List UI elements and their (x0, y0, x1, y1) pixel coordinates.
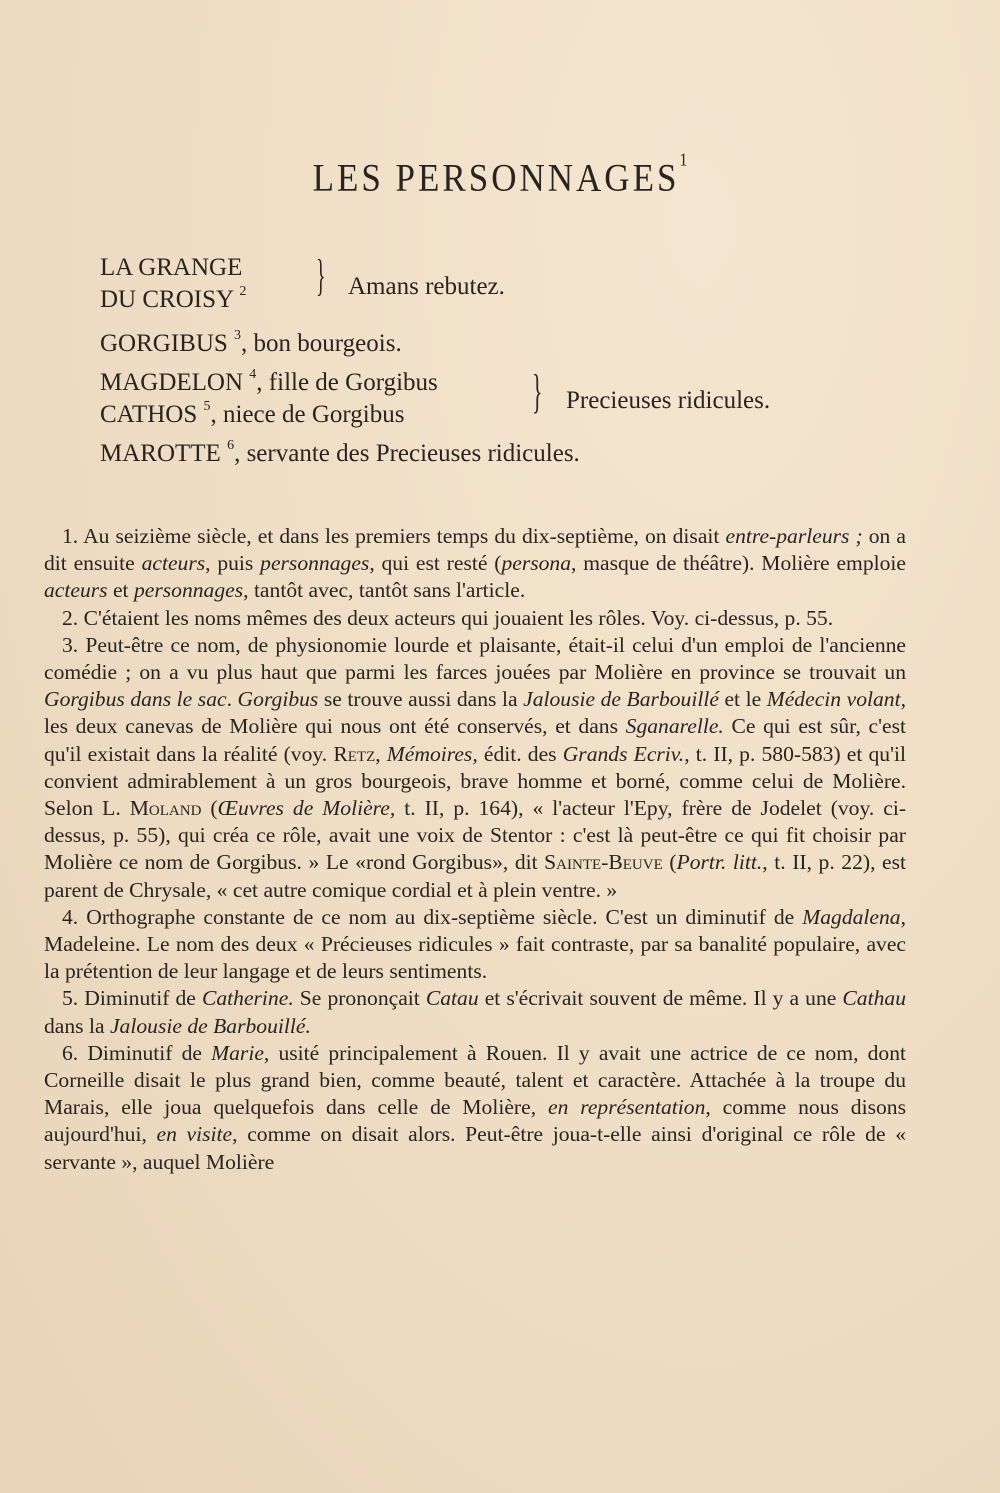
italic-text: Mémoires, (386, 741, 478, 766)
note-text: Peut-être ce nom, de physionomie lourde et plaisante, était-il celui d'un emploi de l'ancienne comédie ; on a vu plus haut que parmi les farces jouées par Molière en province se trouvait un (44, 632, 906, 685)
note-text: et (107, 578, 134, 603)
footnote-ref: 5 (203, 399, 211, 414)
italic-text: Gorgibus (237, 687, 319, 712)
small-caps-name: Sainte-Beuve (544, 850, 663, 875)
italic-text: entre-parleurs ; (725, 524, 863, 548)
footnote-ref: 3 (234, 328, 242, 343)
footnote-1 (44, 523, 906, 605)
italic-text: Magdalena (802, 904, 901, 929)
cast-desc: , niece de Gorgibus (210, 401, 405, 428)
footnote-number: 1. (62, 524, 84, 548)
small-caps-name: Moland (129, 796, 202, 821)
note-text: , comme nous disons aujourd'hui, (44, 1095, 906, 1147)
footnote-number: 4. (62, 904, 87, 929)
cast-name: DU CROISY (100, 286, 234, 313)
cast-name: LA GRANGE (100, 254, 243, 281)
cast-la-grange (100, 254, 242, 282)
italic-text: Grands Ecriv. (562, 741, 685, 766)
title-text: LES PERSONNAGES (312, 155, 680, 200)
note-text: Au seizième siècle, et dans les premiers temps du dix-septième, on disait (83, 524, 726, 548)
footnote-2 (44, 605, 906, 632)
note-text: , t. II, p. 22), est parent de Chrysale, « cet autre comique cordial et à plein ventre. » (44, 850, 907, 902)
footnote-ref: 4 (249, 367, 257, 382)
note-text: . (226, 687, 238, 712)
footnote-ref: 2 (239, 284, 247, 299)
note-text: se trouve aussi dans la (318, 687, 524, 712)
cast-du-croisy (100, 286, 246, 314)
brace-icon: } (532, 365, 543, 418)
note-text: et le (718, 687, 767, 712)
note-text: Se prononçait (293, 986, 426, 1011)
note-text: , Madeleine. Le nom des deux « Précieuses ridicules » fait contraste, par sa banalité populaire, avec la prétention de leur langage et de leurs sentiments. (44, 904, 907, 984)
cast-name: CATHOS (100, 401, 198, 428)
note-text: , usité principalement à Rouen. Il y avait une actrice de ce nom, dont Corneille disait le plus grand bien, comme beauté, talent et caractère. Attachée à la troupe du Marais, elle joua quelquefois dans celle de Molière, (44, 1040, 906, 1120)
cast-cathos (100, 401, 404, 429)
note-text: , masque de théâtre). Molière emploie (571, 551, 906, 576)
note-text: , puis (205, 551, 261, 576)
footnote-number: 5. (62, 986, 85, 1011)
brace-icon: } (316, 251, 326, 300)
note-text: Ce qui est sûr, c'est qu'il existait dans la réalité (voy. (44, 714, 907, 766)
note-text: dans la (44, 1013, 110, 1038)
note-text: , (375, 741, 387, 766)
italic-text: acteurs (141, 551, 206, 576)
footnote-number: 2. (62, 605, 84, 630)
cast-magdelon (100, 369, 438, 397)
cast-name: MAROTTE (100, 440, 221, 467)
italic-text: Catherine. (201, 986, 294, 1011)
footnote-5 (44, 985, 906, 1039)
italic-text: Jalousie de Barbouillé. (109, 1013, 311, 1038)
cast-marotte (100, 440, 580, 468)
note-text: , t. II, p. 580-583) et qu'il convient admirablement à un gros bourgeois, brave homme et borné, comme celui de Molière. Selon L. (44, 741, 906, 821)
note-text: édit. des (477, 741, 563, 766)
italic-text: Catau (425, 986, 479, 1011)
note-text: et s'écrivait souvent de même. Il y a une (478, 986, 843, 1011)
group-label-amans: Amans rebutez. (348, 273, 505, 300)
italic-text: Jalousie de Barbouillé (523, 687, 719, 712)
footnotes (44, 523, 906, 1176)
footnote-4 (44, 904, 906, 986)
italic-text: personnages (260, 551, 370, 576)
note-text: Diminutif de (87, 1040, 212, 1065)
note-text: ( (201, 796, 218, 821)
footnote-3 (44, 632, 906, 904)
cast-gorgibus (100, 330, 402, 358)
note-text: Orthographe constante de ce nom au dix-septième siècle. C'est un diminutif de (86, 904, 803, 929)
small-caps-name: Retz (333, 741, 376, 766)
note-text: on a dit ensuite (44, 524, 906, 576)
group-label-precieuses: Precieuses ridicules. (566, 387, 771, 414)
note-text: , qui est resté ( (369, 551, 502, 576)
italic-text: Marie (211, 1040, 264, 1065)
page-title (0, 151, 1000, 201)
italic-text: personnages (133, 578, 244, 603)
italic-text: Portr. litt. (676, 850, 763, 875)
note-text: Diminutif de (84, 986, 202, 1011)
note-text: t. II, p. 164), « l'acteur l'Epy, frère de Jodelet (voy. ci-dessus, p. 55), qui créa ce rôle, avait une voix de Stentor : c'est là peut-être ce qui fit choisir par Molière ce nom de Gorgibus. » Le «rond Gorgibus», dit (44, 796, 907, 875)
note-text: les deux canevas de Molière qui nous ont été conservés, et dans (44, 714, 626, 739)
footnote-number: 6. (62, 1040, 88, 1065)
note-text: ( (662, 850, 677, 875)
italic-text: Œuvres de Molière, (217, 796, 396, 821)
italic-text: en représentation (547, 1095, 706, 1120)
cast-desc: , fille de Gorgibus (256, 369, 438, 396)
cast-name: MAGDELON (100, 369, 244, 396)
note-text: , comme on disait alors. Peut-être joua-t-elle ainsi d'original ce rôle de « servante », auquel Molière (44, 1122, 906, 1174)
footnote-ref: 6 (227, 438, 235, 453)
italic-text: persona (501, 551, 572, 576)
italic-text: Médecin volant, (766, 687, 906, 712)
italic-text: Cathau (842, 986, 906, 1011)
italic-text: Sganarelle. (625, 714, 724, 739)
cast-desc: , bon bourgeois. (241, 330, 402, 357)
cast-desc: , servante des Precieuses ridicules. (234, 440, 580, 467)
note-text: C'étaient les noms mêmes des deux acteurs qui jouaient les rôles. Voy. ci-dessus, p. 55. (83, 605, 834, 630)
cast-name: GORGIBUS (100, 330, 228, 357)
italic-text: Gorgibus dans le sac (44, 687, 227, 712)
note-text: , tantôt avec, tantôt sans l'article. (243, 578, 526, 603)
italic-text: en visite (156, 1122, 233, 1147)
italic-text: acteurs (44, 578, 108, 603)
footnote-number: 3. (62, 632, 86, 657)
title-footnote-ref: 1 (679, 151, 688, 171)
footnote-6 (44, 1040, 906, 1176)
